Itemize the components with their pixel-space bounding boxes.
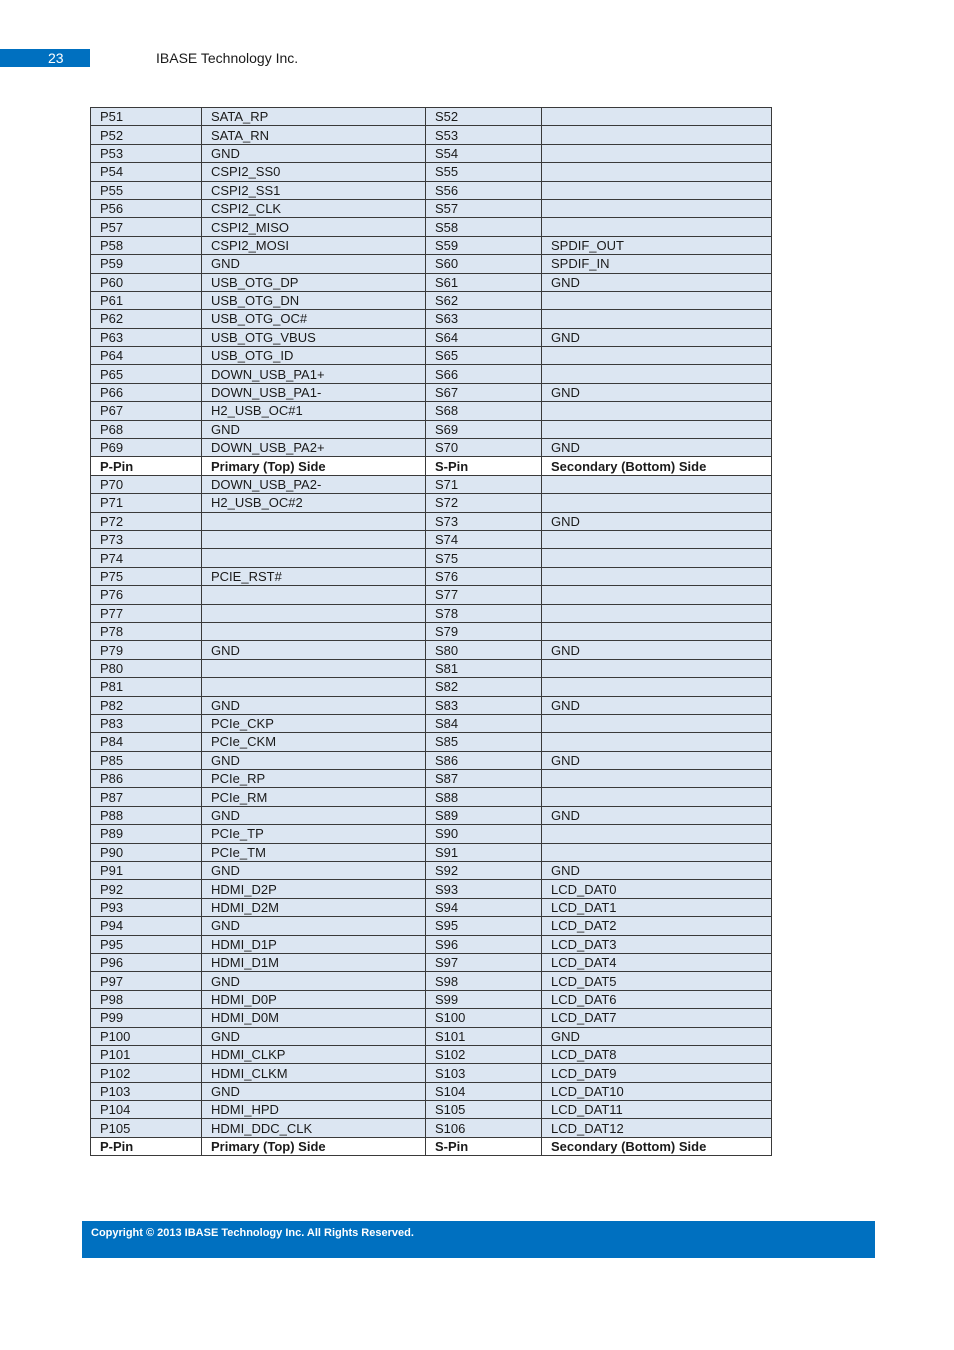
s-pin-cell: S71 (426, 475, 542, 493)
table-row (91, 347, 772, 365)
s-pin-cell: S86 (426, 751, 542, 769)
copyright-text: Copyright © 2013 IBASE Technology Inc. All Rights Reserved. (91, 1227, 414, 1239)
primary-signal-cell: CSPI2_SS0 (202, 163, 426, 181)
primary-signal-cell (202, 586, 426, 604)
s-pin-cell: S84 (426, 714, 542, 732)
table-row (91, 898, 772, 916)
table-row (91, 255, 772, 273)
s-pin-cell: S75 (426, 549, 542, 567)
p-pin-cell: P104 (91, 1101, 202, 1119)
s-pin-cell: S100 (426, 1009, 542, 1027)
primary-signal-cell (202, 549, 426, 567)
primary-signal-cell: PCIe_RM (202, 788, 426, 806)
p-pin-cell: P54 (91, 163, 202, 181)
s-pin-cell: S89 (426, 806, 542, 824)
table-row (91, 972, 772, 990)
s-pin-cell: S67 (426, 383, 542, 401)
primary-signal-cell: HDMI_D1P (202, 935, 426, 953)
s-pin-cell: S106 (426, 1119, 542, 1137)
s-pin-cell: S97 (426, 953, 542, 971)
table-row (91, 770, 772, 788)
table-row (91, 218, 772, 236)
secondary-signal-cell: SPDIF_OUT (542, 236, 772, 254)
p-pin-cell: P91 (91, 862, 202, 880)
table-row (91, 862, 772, 880)
secondary-signal-cell (542, 770, 772, 788)
s-pin-cell: S68 (426, 402, 542, 420)
primary-signal-cell: HDMI_DDC_CLK (202, 1119, 426, 1137)
secondary-signal-cell (542, 530, 772, 548)
primary-signal-cell: USB_OTG_DP (202, 273, 426, 291)
table-row (91, 788, 772, 806)
primary-signal-cell: SATA_RN (202, 126, 426, 144)
s-pin-cell: S90 (426, 825, 542, 843)
s-pin-cell: S60 (426, 255, 542, 273)
p-pin-cell: P103 (91, 1082, 202, 1100)
p-pin-cell: P90 (91, 843, 202, 861)
table-row (91, 291, 772, 309)
table-row (91, 365, 772, 383)
s-pin-cell: S98 (426, 972, 542, 990)
primary-signal-cell: USB_OTG_VBUS (202, 328, 426, 346)
s-pin-cell: S57 (426, 199, 542, 217)
p-pin-cell: P98 (91, 990, 202, 1008)
secondary-signal-cell: LCD_DAT6 (542, 990, 772, 1008)
s-pin-cell: S80 (426, 641, 542, 659)
table-row (91, 622, 772, 640)
table-row (91, 696, 772, 714)
page-number: 23 (48, 50, 64, 66)
p-pin-cell: P66 (91, 383, 202, 401)
p-pin-cell: P64 (91, 347, 202, 365)
secondary-signal-cell: LCD_DAT7 (542, 1009, 772, 1027)
s-pin-cell: S78 (426, 604, 542, 622)
secondary-signal-cell (542, 788, 772, 806)
primary-signal-cell: GND (202, 862, 426, 880)
p-pin-cell: P69 (91, 439, 202, 457)
p-pin-cell: P82 (91, 696, 202, 714)
table-row (91, 917, 772, 935)
secondary-signal-cell: GND (542, 751, 772, 769)
table-row (91, 1082, 772, 1100)
secondary-signal-cell: GND (542, 383, 772, 401)
table-row (91, 880, 772, 898)
p-pin-cell: P52 (91, 126, 202, 144)
s-pin-cell: S66 (426, 365, 542, 383)
secondary-signal-cell (542, 825, 772, 843)
secondary-signal-cell: LCD_DAT10 (542, 1082, 772, 1100)
p-pin-cell: P81 (91, 678, 202, 696)
p-pin-cell: P105 (91, 1119, 202, 1137)
table-row (91, 494, 772, 512)
secondary-signal-cell (542, 733, 772, 751)
s-pin-cell: S-Pin (426, 457, 542, 475)
table-row (91, 953, 772, 971)
secondary-signal-cell: GND (542, 512, 772, 530)
s-pin-cell: S73 (426, 512, 542, 530)
primary-signal-cell: GND (202, 972, 426, 990)
primary-signal-cell: HDMI_D2M (202, 898, 426, 916)
secondary-signal-cell (542, 291, 772, 309)
table-row (91, 641, 772, 659)
p-pin-cell: P83 (91, 714, 202, 732)
primary-signal-cell: HDMI_D0M (202, 1009, 426, 1027)
table-row (91, 825, 772, 843)
primary-signal-cell (202, 512, 426, 530)
secondary-signal-cell: GND (542, 696, 772, 714)
table-row (91, 236, 772, 254)
secondary-signal-cell (542, 475, 772, 493)
p-pin-cell: P85 (91, 751, 202, 769)
secondary-signal-cell: LCD_DAT1 (542, 898, 772, 916)
secondary-signal-cell (542, 365, 772, 383)
p-pin-cell: P102 (91, 1064, 202, 1082)
primary-signal-cell: PCIE_RST# (202, 567, 426, 585)
table-row (91, 475, 772, 493)
primary-signal-cell: GND (202, 751, 426, 769)
table-row (91, 1119, 772, 1137)
s-pin-cell: S99 (426, 990, 542, 1008)
table-row (91, 659, 772, 677)
p-pin-cell: P76 (91, 586, 202, 604)
secondary-signal-cell: GND (542, 806, 772, 824)
primary-signal-cell: GND (202, 641, 426, 659)
primary-signal-cell: USB_OTG_DN (202, 291, 426, 309)
table-row (91, 328, 772, 346)
primary-signal-cell: USB_OTG_OC# (202, 310, 426, 328)
secondary-signal-cell: LCD_DAT12 (542, 1119, 772, 1137)
table-row (91, 273, 772, 291)
secondary-signal-cell (542, 659, 772, 677)
p-pin-cell: P60 (91, 273, 202, 291)
secondary-signal-cell: LCD_DAT0 (542, 880, 772, 898)
table-row (91, 567, 772, 585)
table-header-row (91, 457, 772, 475)
s-pin-cell: S102 (426, 1045, 542, 1063)
s-pin-cell: S58 (426, 218, 542, 236)
primary-signal-cell: HDMI_CLKM (202, 1064, 426, 1082)
s-pin-cell: S76 (426, 567, 542, 585)
s-pin-cell: S55 (426, 163, 542, 181)
primary-signal-cell: Primary (Top) Side (202, 457, 426, 475)
s-pin-cell: S92 (426, 862, 542, 880)
secondary-signal-cell (542, 622, 772, 640)
primary-signal-cell: PCIe_TM (202, 843, 426, 861)
secondary-signal-cell (542, 567, 772, 585)
s-pin-cell: S69 (426, 420, 542, 438)
secondary-signal-cell: LCD_DAT11 (542, 1101, 772, 1119)
s-pin-cell: S81 (426, 659, 542, 677)
table-row (91, 935, 772, 953)
p-pin-cell: P67 (91, 402, 202, 420)
s-pin-cell: S52 (426, 108, 542, 126)
p-pin-cell: P56 (91, 199, 202, 217)
secondary-signal-cell: LCD_DAT4 (542, 953, 772, 971)
s-pin-cell: S72 (426, 494, 542, 512)
table-row (91, 549, 772, 567)
secondary-signal-cell: SPDIF_IN (542, 255, 772, 273)
p-pin-cell: P72 (91, 512, 202, 530)
pin-assignment-table (90, 107, 772, 1156)
table-row (91, 586, 772, 604)
p-pin-cell: P73 (91, 530, 202, 548)
primary-signal-cell: HDMI_HPD (202, 1101, 426, 1119)
p-pin-cell: P93 (91, 898, 202, 916)
table-row (91, 383, 772, 401)
primary-signal-cell: GND (202, 696, 426, 714)
primary-signal-cell: GND (202, 917, 426, 935)
table-row (91, 604, 772, 622)
secondary-signal-cell: GND (542, 439, 772, 457)
p-pin-cell: P71 (91, 494, 202, 512)
p-pin-cell: P57 (91, 218, 202, 236)
table-row (91, 310, 772, 328)
s-pin-cell: S104 (426, 1082, 542, 1100)
s-pin-cell: S101 (426, 1027, 542, 1045)
p-pin-cell: P74 (91, 549, 202, 567)
p-pin-cell: P101 (91, 1045, 202, 1063)
table-row (91, 806, 772, 824)
s-pin-cell: S82 (426, 678, 542, 696)
s-pin-cell: S-Pin (426, 1137, 542, 1155)
p-pin-cell: P86 (91, 770, 202, 788)
table-row (91, 843, 772, 861)
primary-signal-cell: GND (202, 255, 426, 273)
primary-signal-cell: CSPI2_MOSI (202, 236, 426, 254)
secondary-signal-cell: Secondary (Bottom) Side (542, 457, 772, 475)
s-pin-cell: S54 (426, 144, 542, 162)
primary-signal-cell: H2_USB_OC#2 (202, 494, 426, 512)
secondary-signal-cell (542, 678, 772, 696)
primary-signal-cell: HDMI_CLKP (202, 1045, 426, 1063)
p-pin-cell: P78 (91, 622, 202, 640)
s-pin-cell: S87 (426, 770, 542, 788)
primary-signal-cell: CSPI2_SS1 (202, 181, 426, 199)
primary-signal-cell: USB_OTG_ID (202, 347, 426, 365)
table-row (91, 1064, 772, 1082)
secondary-signal-cell (542, 199, 772, 217)
s-pin-cell: S83 (426, 696, 542, 714)
company-name: IBASE Technology Inc. (156, 50, 299, 66)
s-pin-cell: S94 (426, 898, 542, 916)
primary-signal-cell (202, 678, 426, 696)
table-row (91, 108, 772, 126)
p-pin-cell: P97 (91, 972, 202, 990)
secondary-signal-cell: GND (542, 1027, 772, 1045)
primary-signal-cell (202, 604, 426, 622)
primary-signal-cell: CSPI2_MISO (202, 218, 426, 236)
pin-table-body (91, 108, 772, 1156)
table-row (91, 439, 772, 457)
p-pin-cell: P61 (91, 291, 202, 309)
p-pin-cell: P63 (91, 328, 202, 346)
table-row (91, 1101, 772, 1119)
s-pin-cell: S95 (426, 917, 542, 935)
s-pin-cell: S64 (426, 328, 542, 346)
secondary-signal-cell: LCD_DAT9 (542, 1064, 772, 1082)
s-pin-cell: S103 (426, 1064, 542, 1082)
secondary-signal-cell (542, 494, 772, 512)
s-pin-cell: S61 (426, 273, 542, 291)
primary-signal-cell: Primary (Top) Side (202, 1137, 426, 1155)
primary-signal-cell: DOWN_USB_PA1- (202, 383, 426, 401)
p-pin-cell: P55 (91, 181, 202, 199)
table-row (91, 144, 772, 162)
secondary-signal-cell: GND (542, 862, 772, 880)
p-pin-cell: P94 (91, 917, 202, 935)
primary-signal-cell: DOWN_USB_PA2- (202, 475, 426, 493)
s-pin-cell: S91 (426, 843, 542, 861)
secondary-signal-cell (542, 604, 772, 622)
p-pin-cell: P89 (91, 825, 202, 843)
secondary-signal-cell: LCD_DAT5 (542, 972, 772, 990)
table-row (91, 199, 772, 217)
table-row (91, 751, 772, 769)
secondary-signal-cell: LCD_DAT3 (542, 935, 772, 953)
primary-signal-cell (202, 659, 426, 677)
s-pin-cell: S93 (426, 880, 542, 898)
primary-signal-cell: HDMI_D0P (202, 990, 426, 1008)
s-pin-cell: S63 (426, 310, 542, 328)
primary-signal-cell: GND (202, 1027, 426, 1045)
p-pin-cell: P68 (91, 420, 202, 438)
p-pin-cell: P99 (91, 1009, 202, 1027)
secondary-signal-cell: GND (542, 328, 772, 346)
p-pin-cell: P65 (91, 365, 202, 383)
primary-signal-cell: PCIe_CKM (202, 733, 426, 751)
table-row (91, 714, 772, 732)
p-pin-cell: P80 (91, 659, 202, 677)
table-row (91, 402, 772, 420)
p-pin-cell: P88 (91, 806, 202, 824)
p-pin-cell: P100 (91, 1027, 202, 1045)
primary-signal-cell: GND (202, 144, 426, 162)
table-row (91, 420, 772, 438)
s-pin-cell: S62 (426, 291, 542, 309)
p-pin-cell: P59 (91, 255, 202, 273)
secondary-signal-cell: GND (542, 641, 772, 659)
primary-signal-cell: GND (202, 1082, 426, 1100)
table-row (91, 1027, 772, 1045)
secondary-signal-cell: GND (542, 273, 772, 291)
s-pin-cell: S85 (426, 733, 542, 751)
p-pin-cell: P58 (91, 236, 202, 254)
secondary-signal-cell (542, 586, 772, 604)
primary-signal-cell: PCIe_CKP (202, 714, 426, 732)
primary-signal-cell (202, 622, 426, 640)
secondary-signal-cell (542, 181, 772, 199)
table-row (91, 678, 772, 696)
primary-signal-cell: H2_USB_OC#1 (202, 402, 426, 420)
s-pin-cell: S96 (426, 935, 542, 953)
p-pin-cell: P84 (91, 733, 202, 751)
p-pin-cell: P75 (91, 567, 202, 585)
secondary-signal-cell (542, 144, 772, 162)
table-row (91, 733, 772, 751)
primary-signal-cell: HDMI_D1M (202, 953, 426, 971)
p-pin-cell: P96 (91, 953, 202, 971)
primary-signal-cell: CSPI2_CLK (202, 199, 426, 217)
table-row (91, 163, 772, 181)
primary-signal-cell: GND (202, 420, 426, 438)
secondary-signal-cell (542, 549, 772, 567)
s-pin-cell: S79 (426, 622, 542, 640)
secondary-signal-cell (542, 310, 772, 328)
primary-signal-cell (202, 530, 426, 548)
secondary-signal-cell (542, 843, 772, 861)
secondary-signal-cell (542, 108, 772, 126)
secondary-signal-cell (542, 126, 772, 144)
table-row (91, 181, 772, 199)
secondary-signal-cell: LCD_DAT8 (542, 1045, 772, 1063)
p-pin-cell: P87 (91, 788, 202, 806)
s-pin-cell: S77 (426, 586, 542, 604)
s-pin-cell: S74 (426, 530, 542, 548)
secondary-signal-cell: LCD_DAT2 (542, 917, 772, 935)
p-pin-cell: P77 (91, 604, 202, 622)
p-pin-cell: P53 (91, 144, 202, 162)
s-pin-cell: S56 (426, 181, 542, 199)
s-pin-cell: S53 (426, 126, 542, 144)
primary-signal-cell: HDMI_D2P (202, 880, 426, 898)
table-row (91, 126, 772, 144)
s-pin-cell: S59 (426, 236, 542, 254)
secondary-signal-cell (542, 163, 772, 181)
secondary-signal-cell (542, 420, 772, 438)
secondary-signal-cell (542, 714, 772, 732)
p-pin-cell: P-Pin (91, 457, 202, 475)
p-pin-cell: P95 (91, 935, 202, 953)
table-header-row (91, 1137, 772, 1155)
p-pin-cell: P51 (91, 108, 202, 126)
primary-signal-cell: PCIe_RP (202, 770, 426, 788)
table-row (91, 530, 772, 548)
table-row (91, 1045, 772, 1063)
table-row (91, 990, 772, 1008)
primary-signal-cell: DOWN_USB_PA2+ (202, 439, 426, 457)
p-pin-cell: P79 (91, 641, 202, 659)
secondary-signal-cell (542, 402, 772, 420)
table-row (91, 1009, 772, 1027)
p-pin-cell: P62 (91, 310, 202, 328)
secondary-signal-cell: Secondary (Bottom) Side (542, 1137, 772, 1155)
s-pin-cell: S65 (426, 347, 542, 365)
p-pin-cell: P92 (91, 880, 202, 898)
s-pin-cell: S105 (426, 1101, 542, 1119)
primary-signal-cell: PCIe_TP (202, 825, 426, 843)
primary-signal-cell: GND (202, 806, 426, 824)
primary-signal-cell: DOWN_USB_PA1+ (202, 365, 426, 383)
secondary-signal-cell (542, 218, 772, 236)
s-pin-cell: S70 (426, 439, 542, 457)
primary-signal-cell: SATA_RP (202, 108, 426, 126)
p-pin-cell: P-Pin (91, 1137, 202, 1155)
table-row (91, 512, 772, 530)
secondary-signal-cell (542, 347, 772, 365)
p-pin-cell: P70 (91, 475, 202, 493)
s-pin-cell: S88 (426, 788, 542, 806)
